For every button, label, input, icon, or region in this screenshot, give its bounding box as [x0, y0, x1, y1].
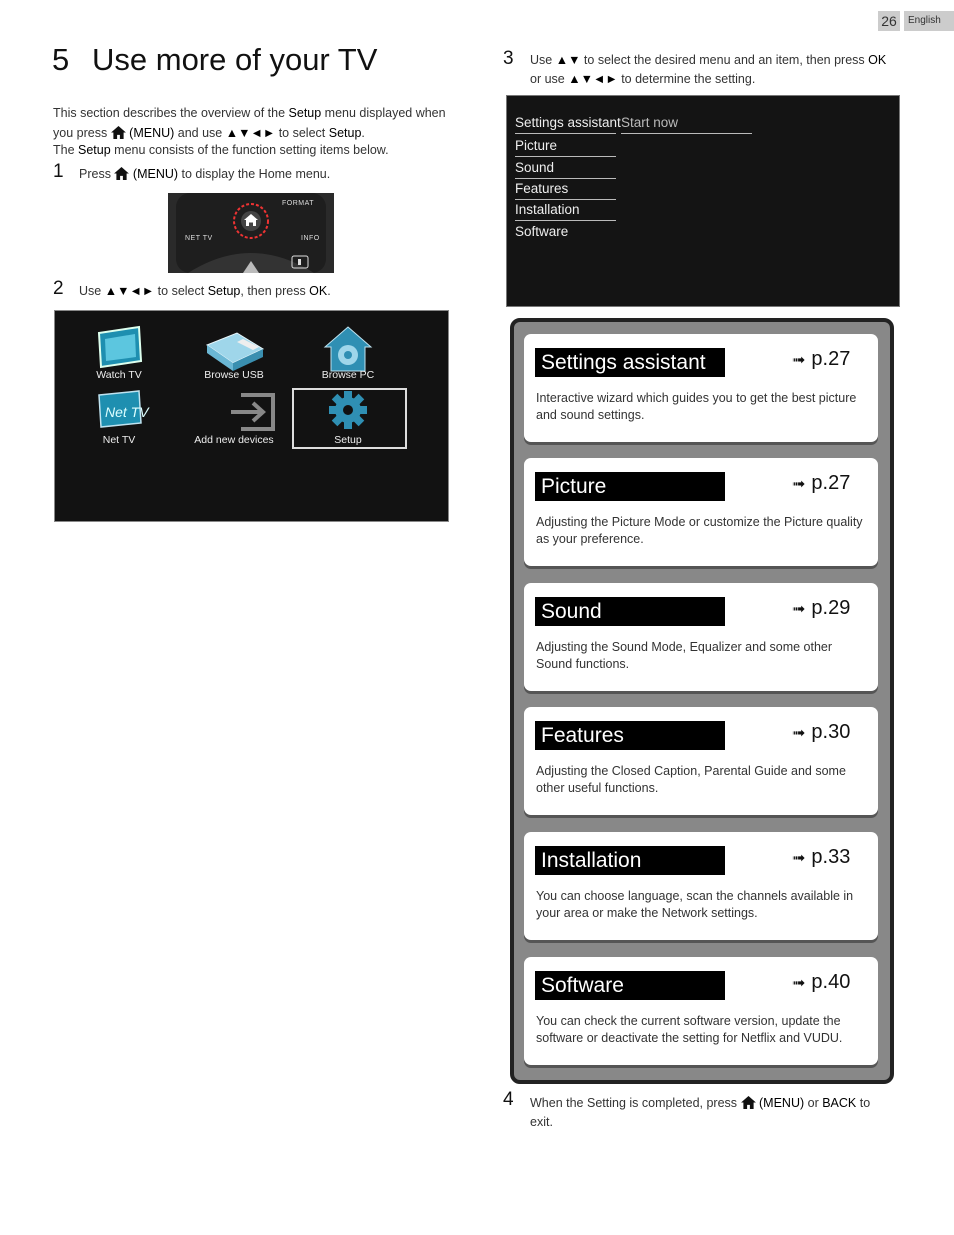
arrow-keys-icon: ▲▼◄► — [568, 72, 618, 86]
arrow-keys-icon: ▲▼ — [555, 53, 581, 67]
step-text: or use — [530, 72, 569, 86]
setup-term: Setup — [207, 284, 241, 298]
arrow-icon: ➟ — [792, 725, 806, 742]
home-menu-item-setup[interactable]: Setup — [334, 434, 362, 446]
card-description: You can check the current software version, update the software or deactivate the setting for Netflix and VUDU. — [536, 1014, 843, 1045]
intro-text: you press — [53, 126, 111, 140]
arrow-keys-icon: ▲▼◄► — [225, 126, 276, 140]
nettv-key-label: NET TV — [185, 235, 213, 242]
back-key-label: BACK — [822, 1096, 857, 1110]
step-3-text-line-2 — [530, 70, 755, 89]
card-title: Settings assistant — [535, 348, 725, 377]
ok-key-label: OK — [868, 53, 887, 67]
page-ref-text: p.33 — [811, 846, 851, 868]
menu-key-label: (MENU) — [132, 167, 179, 181]
step-number: 2 — [53, 278, 64, 299]
card-title: Picture — [535, 472, 725, 501]
net-tv-logo: Net TV — [105, 404, 149, 420]
card-installation — [524, 832, 878, 940]
home-menu-item-add-new-devices[interactable]: Add new devices — [194, 434, 274, 446]
page-ref-text: p.27 — [811, 472, 851, 494]
page-number: 26 — [878, 11, 900, 31]
remote-control-image — [168, 193, 334, 273]
chapter-number: 5 — [52, 42, 70, 77]
step-4-text — [530, 1094, 870, 1113]
page-reference — [792, 597, 850, 620]
step-text: or — [804, 1096, 823, 1110]
browse-pc-icon[interactable] — [323, 325, 373, 373]
step-number: 1 — [53, 161, 64, 182]
setup-menu-item-picture[interactable]: Picture — [515, 136, 616, 157]
card-settings-assistant — [524, 334, 878, 442]
page-reference — [792, 348, 850, 371]
language-label: English — [904, 11, 954, 31]
step-3-text — [530, 51, 886, 70]
step-number: 3 — [503, 48, 514, 69]
page-reference — [792, 721, 850, 744]
intro-text: This section describes the overview of the — [53, 106, 289, 120]
card-picture — [524, 458, 878, 566]
intro-text: to select — [275, 126, 329, 140]
card-description: Interactive wizard which guides you to get the best picture and sound settings. — [536, 391, 857, 422]
page-ref-text: p.29 — [811, 597, 851, 619]
step-number: 4 — [503, 1089, 514, 1110]
intro-setup-term: Setup — [328, 126, 362, 140]
step-text: Use — [530, 53, 556, 67]
step-4-text-line-2: exit. — [530, 1115, 553, 1129]
step-text: to display the Home menu. — [178, 167, 331, 181]
step-text: to select the desired menu and an item, then press — [580, 53, 869, 67]
arrow-icon: ➟ — [792, 975, 806, 992]
step-text: When the Setting is completed, press — [530, 1096, 741, 1110]
intro-text: menu consists of the function setting items below. — [110, 143, 389, 157]
chapter-title — [52, 42, 377, 78]
card-sound — [524, 583, 878, 691]
page-reference — [792, 971, 850, 994]
usb-icon[interactable] — [203, 331, 267, 371]
card-description: Adjusting the Sound Mode, Equalizer and some other Sound functions. — [536, 640, 833, 671]
page-ref-text: p.40 — [811, 971, 851, 993]
intro-setup-term: Setup — [78, 143, 111, 157]
home-icon — [111, 126, 126, 139]
chapter-title-text: Use more of your TV — [92, 42, 378, 77]
net-tv-icon[interactable] — [97, 389, 149, 431]
card-title: Sound — [535, 597, 725, 626]
step-text: Press — [79, 167, 115, 181]
home-menu-screen — [54, 310, 449, 522]
step-1-text — [79, 165, 330, 184]
menu-key-label: (MENU) — [759, 1096, 805, 1110]
arrow-icon: ➟ — [792, 476, 806, 493]
home-icon — [741, 1096, 756, 1109]
home-menu-item-browse-pc[interactable]: Browse PC — [321, 369, 375, 381]
setup-menu-item-installation[interactable]: Installation — [515, 200, 616, 221]
card-title: Features — [535, 721, 725, 750]
step-text: to determine the setting. — [617, 72, 756, 86]
setup-menu-item-sound[interactable]: Sound — [515, 158, 616, 179]
start-now-option[interactable]: Start now — [621, 113, 752, 134]
home-menu-item-browse-usb[interactable]: Browse USB — [204, 369, 264, 381]
menu-key-label: (MENU) — [129, 126, 175, 140]
card-description: Adjusting the Picture Mode or customize the Picture quality as your preference. — [536, 515, 863, 546]
step-text: to — [856, 1096, 871, 1110]
format-key-label: FORMAT — [282, 200, 315, 207]
step-text: . — [327, 284, 331, 298]
step-2-text — [79, 282, 331, 301]
intro-setup-term: Setup — [288, 106, 322, 120]
home-menu-item-watch-tv[interactable]: Watch TV — [96, 369, 142, 381]
setup-menu-item-settings-assistant[interactable]: Settings assistant — [515, 113, 616, 134]
arrow-keys-icon: ▲▼◄► — [104, 284, 155, 298]
step-text: , then press — [240, 284, 310, 298]
add-devices-icon[interactable] — [227, 391, 279, 433]
step-text: Use — [79, 284, 105, 298]
home-icon — [114, 167, 129, 180]
card-software — [524, 957, 878, 1065]
card-features — [524, 707, 878, 815]
page-ref-text: p.30 — [811, 721, 851, 743]
setup-menu-item-features[interactable]: Features — [515, 179, 616, 200]
intro-text: . — [361, 126, 365, 140]
card-title: Installation — [535, 846, 725, 875]
page-reference — [792, 472, 850, 495]
arrow-icon: ➟ — [792, 352, 806, 369]
intro-paragraph — [53, 105, 453, 159]
step-text: to select — [154, 284, 208, 298]
card-description: You can choose language, scan the channels available in your area or make the Network settings. — [536, 889, 854, 920]
page-ref-text: p.27 — [811, 348, 851, 370]
setup-menu-screen — [506, 95, 900, 307]
page-reference — [792, 846, 850, 869]
info-key-label: INFO — [301, 235, 320, 242]
arrow-icon: ➟ — [792, 601, 806, 618]
intro-text: The — [53, 143, 79, 157]
setup-items-overview — [510, 318, 894, 1084]
setup-menu-item-software[interactable]: Software — [515, 224, 569, 239]
intro-text: menu displayed when — [321, 106, 446, 120]
watch-tv-icon[interactable] — [95, 325, 145, 371]
arrow-icon: ➟ — [792, 850, 806, 867]
intro-text: and use — [174, 126, 226, 140]
home-menu-item-net-tv[interactable]: Net TV — [102, 434, 136, 446]
card-description: Adjusting the Closed Caption, Parental Guide and some other useful functions. — [536, 764, 846, 795]
card-title: Software — [535, 971, 725, 1000]
ok-key-label: OK — [309, 284, 328, 298]
